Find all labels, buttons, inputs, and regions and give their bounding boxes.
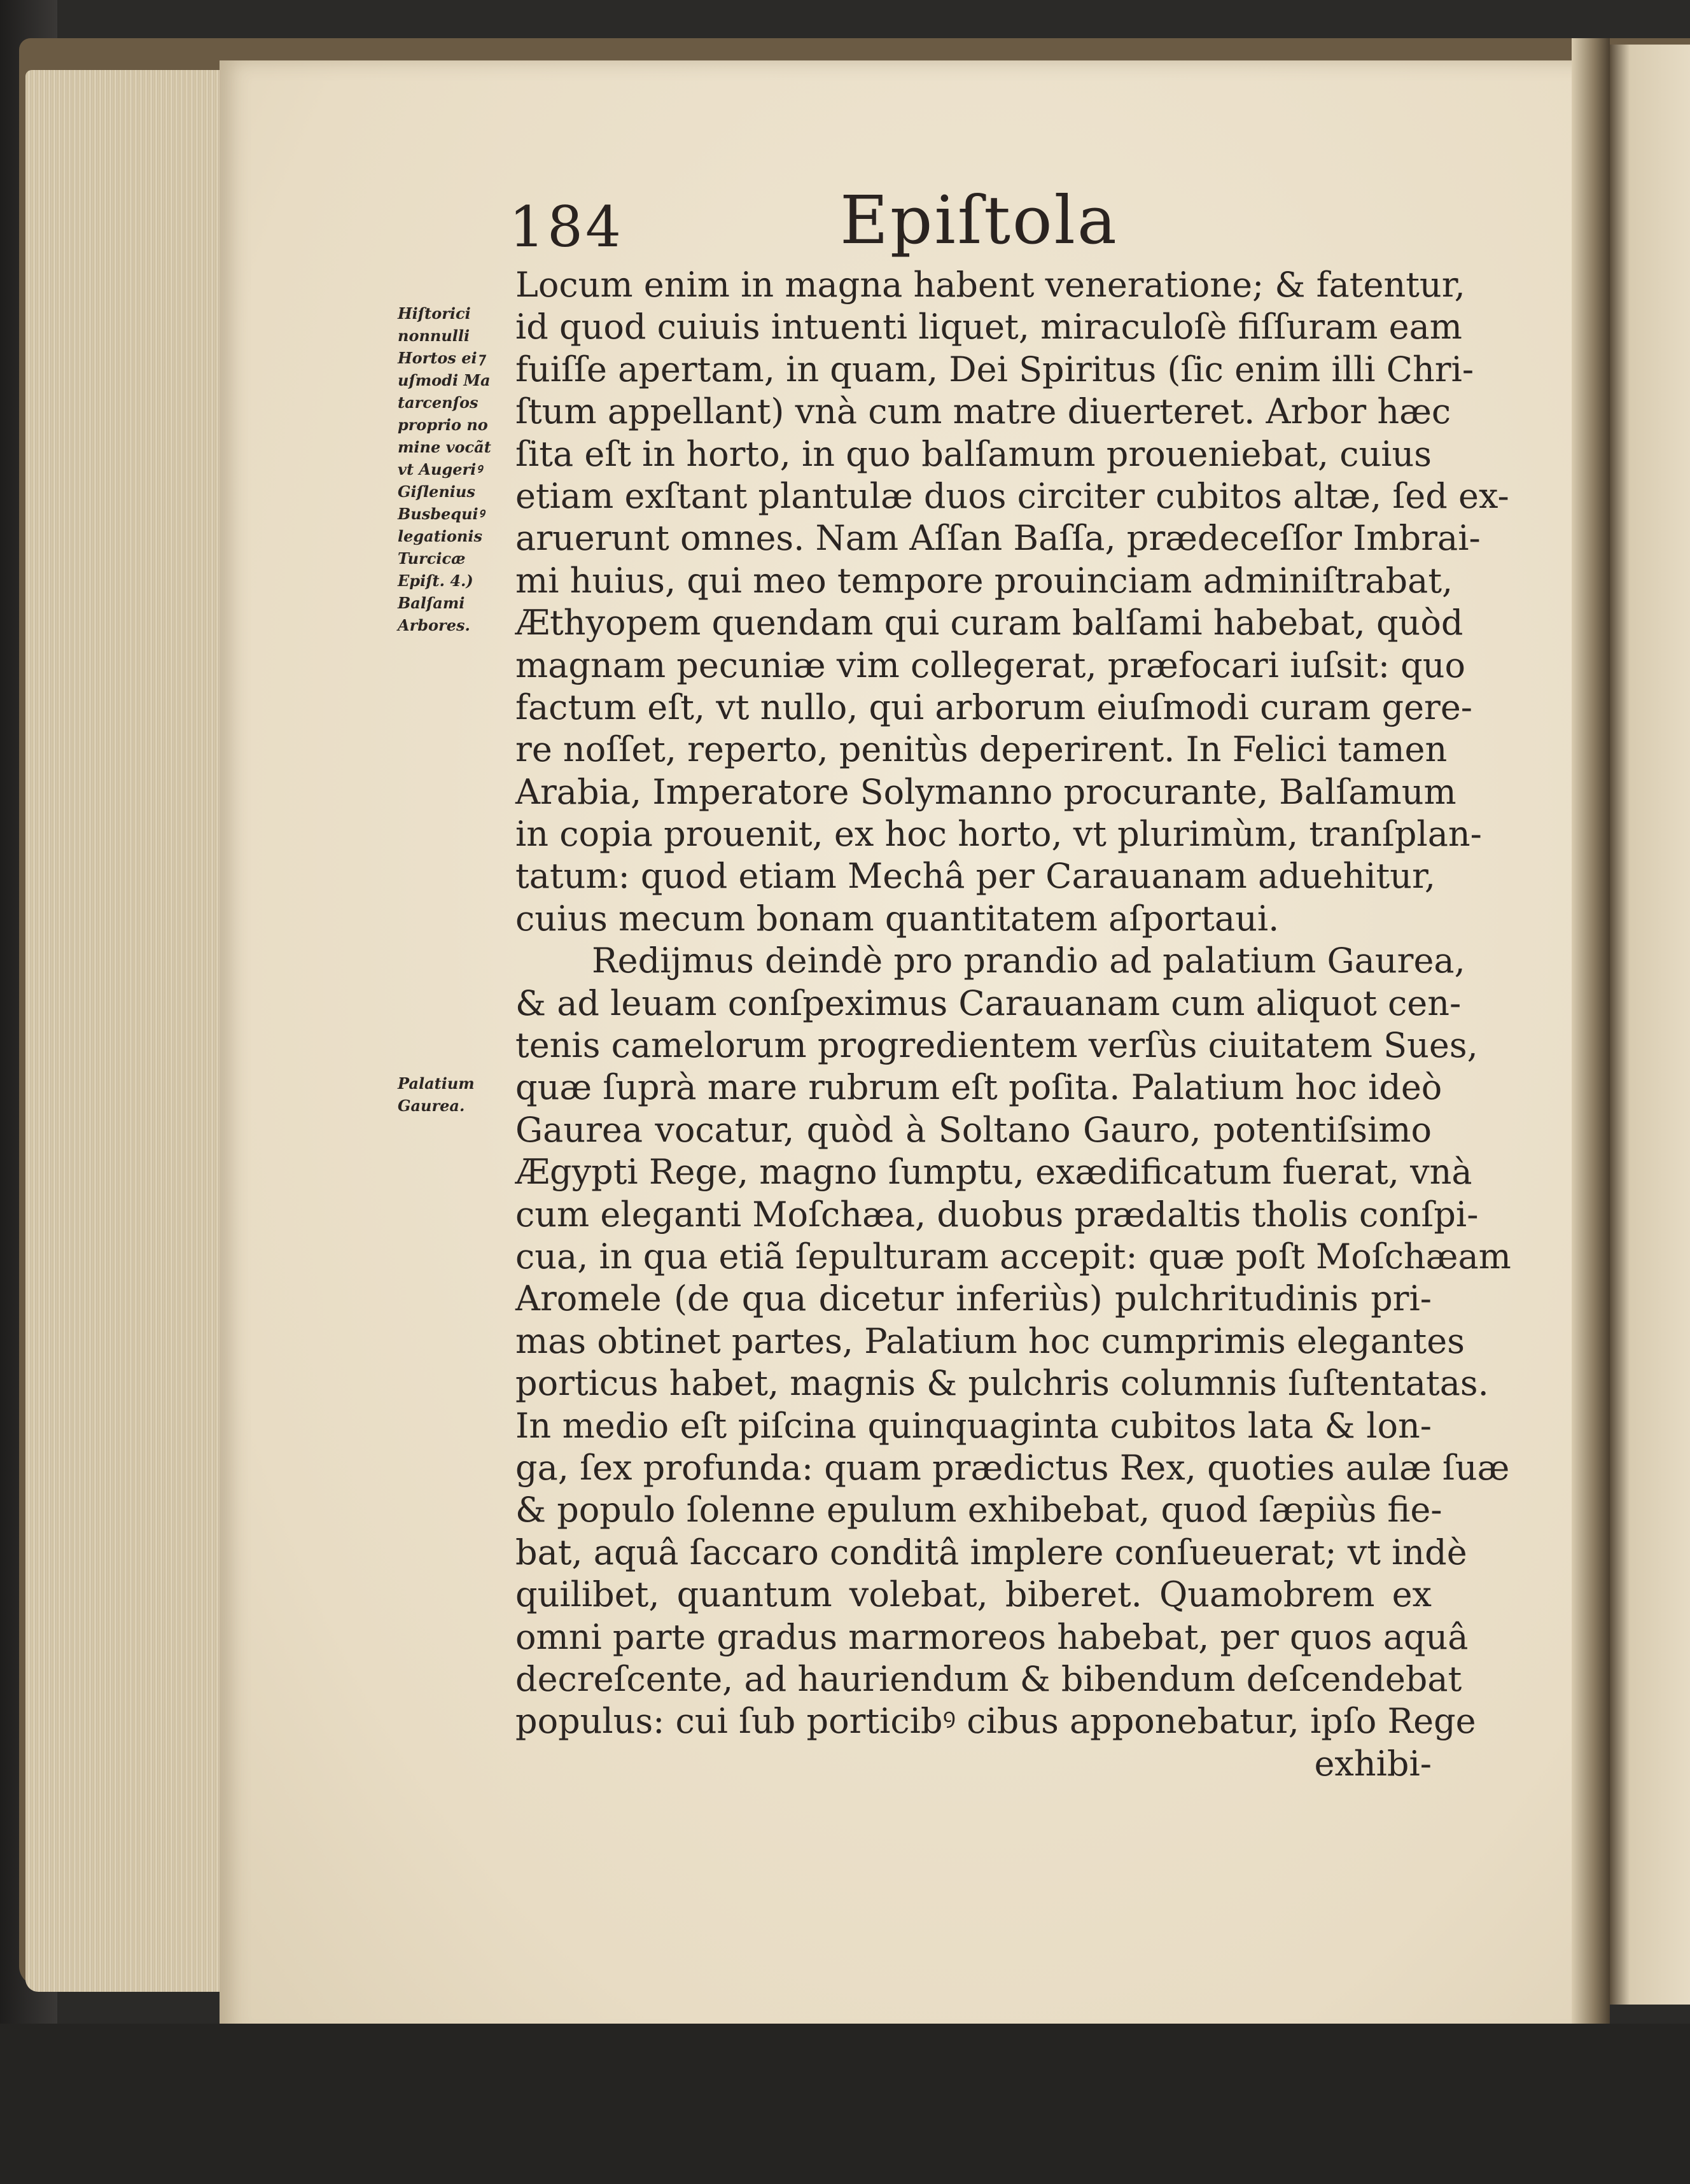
text-line: porticus habet, magnis & pulchris columnis ſuſtentatas. <box>515 1363 1489 1404</box>
margin-note-line: Gaurea. <box>398 1096 465 1115</box>
text-line: populus: cui ſub porticibꝰ cibus apponebatur, ipſo Rege <box>515 1701 1476 1742</box>
margin-note-line: Hiſtorici <box>398 304 471 323</box>
text-line: Æthyopem quendam qui curam balſami habebat, quòd <box>515 603 1463 643</box>
margin-note-line: Palatium <box>398 1074 475 1093</box>
margin-note-line: Busbequiꝰ <box>398 505 484 523</box>
margin-note-line: legationis <box>398 527 483 545</box>
running-title: Epiſtola <box>840 181 1119 259</box>
body-text <box>515 264 1511 1785</box>
text-line: fuiſſe apertam, in quam, Dei Spiritus (ſic enim illi Chri- <box>515 349 1474 389</box>
margin-note-line: Balſami <box>398 594 465 612</box>
text-line: etiam exſtant plantulæ duos circiter cubitos altæ, ſed ex- <box>515 475 1509 516</box>
text-line: cua, in qua etiã ſepulturam accepit: quæ poſt Moſchæam <box>515 1236 1511 1277</box>
margin-note-line: mine vocãt <box>398 438 491 456</box>
bottom-shadow <box>0 2024 1690 2184</box>
text-line: factum eſt, vt nullo, qui arborum eiuſmodi curam gere- <box>515 687 1473 727</box>
margin-note-line: uſmodi Ma <box>398 371 491 389</box>
text-line: cum eleganti Moſchæa, duobus prædaltis tholis conſpi- <box>515 1194 1479 1235</box>
page-edges <box>25 70 235 1992</box>
text-line: aruerunt omnes. Nam Aſſan Baſſa, prædeceſſor Imbrai- <box>515 518 1481 559</box>
margin-note-line: nonnulli <box>398 326 470 345</box>
text-line: Locum enim in magna habent veneratione; & fatentur, <box>515 265 1465 305</box>
facing-page <box>1610 45 1690 2005</box>
margin-note-line: Giſlenius <box>398 482 475 501</box>
text-line: Rediјmus deindè pro prandio ad palatium Gaurea, <box>592 941 1465 981</box>
margin-note-line: Epiſt. 4.) <box>398 571 473 590</box>
margin-note-historici <box>398 302 512 636</box>
text-line: quæ ſuprà mare rubrum eſt poſita. Palatium hoc ideò <box>515 1067 1442 1108</box>
margin-note-line: Arbores. <box>398 616 470 634</box>
text-line: decreſcente, ad hauriendum & bibendum deſcendebat <box>515 1658 1462 1699</box>
text-line: quilibet, quantum volebat, biberet. Quamobrem ex <box>515 1574 1432 1615</box>
text-line: omni parte gradus marmoreos habebat, per quos aquâ <box>515 1616 1469 1657</box>
margin-note-line: vt Augeriꝰ <box>398 460 482 479</box>
text-line: & populo ſolenne epulum exhibebat, quod ſæpiùs fie- <box>515 1490 1442 1530</box>
text-line: Aromele (de qua dicetur inferiùs) pulchritudinis pri- <box>515 1278 1432 1319</box>
text-line: mi huius, qui meo tempore prouinciam adminiſtrabat, <box>515 560 1453 601</box>
margin-note-line: proprio no <box>398 416 488 434</box>
page-header <box>509 181 1400 270</box>
text-line: ga, ſex profunda: quam prædictus Rex, quoties aulæ ſuæ <box>515 1447 1510 1488</box>
text-line: In medio eſt piſcina quinquaginta cubitos lata & lon- <box>515 1405 1432 1446</box>
text-line: ſtum appellant) vnà cum matre diuerteret. Arbor hæc <box>515 391 1451 432</box>
text-line: Gaurea vocatur, quòd à Soltano Gauro, potentiſsimo <box>515 1109 1432 1150</box>
text-line: in copia prouenit, ex hoc horto, vt plurimùm, tranſplan- <box>515 814 1482 855</box>
text-line: Arabia, Imperatore Solymanno procurante, Balſamum <box>515 771 1456 812</box>
margin-note-line: tarcenſos <box>398 393 478 412</box>
text-line: mas obtinet partes, Palatium hoc cumprimis elegantes <box>515 1320 1465 1361</box>
text-line: ſita eſt in horto, in quo balſamum proueniebat, cuius <box>515 433 1432 474</box>
text-line: tatum: quod etiam Mechâ per Carauanam aduehitur, <box>515 856 1436 897</box>
text-line: magnam pecuniæ vim collegerat, præfocari iuſsit: quo <box>515 645 1466 685</box>
book-gutter <box>1572 38 1610 2030</box>
page-number: 184 <box>509 194 624 260</box>
text-line: tenis camelorum progredientem verſùs ciuitatem Sues, <box>515 1025 1478 1066</box>
catchword: exhibi- <box>1314 1743 1432 1784</box>
text-line: cuius mecum bonam quantitatem aſportaui. <box>515 898 1280 939</box>
text-line: bat, aquâ ſaccaro conditâ implere conſueuerat; vt indè <box>515 1532 1467 1572</box>
text-line: re noſſet, reperto, penitùs deperirent. In Felici tamen <box>515 729 1448 770</box>
text-line: & ad leuam conſpeximus Carauanam cum aliquot cen- <box>515 983 1462 1023</box>
margin-note-line: Hortos ei⁊ <box>398 349 485 367</box>
margin-note-palatium <box>398 1072 512 1117</box>
text-line: id quod cuiuis intuenti liquet, miraculoſè fiſſuram eam <box>515 307 1462 347</box>
text-line: Ægypti Rege, magno ſumptu, exædificatum fuerat, vnà <box>515 1152 1472 1193</box>
margin-note-line: Turcicæ <box>398 549 466 568</box>
